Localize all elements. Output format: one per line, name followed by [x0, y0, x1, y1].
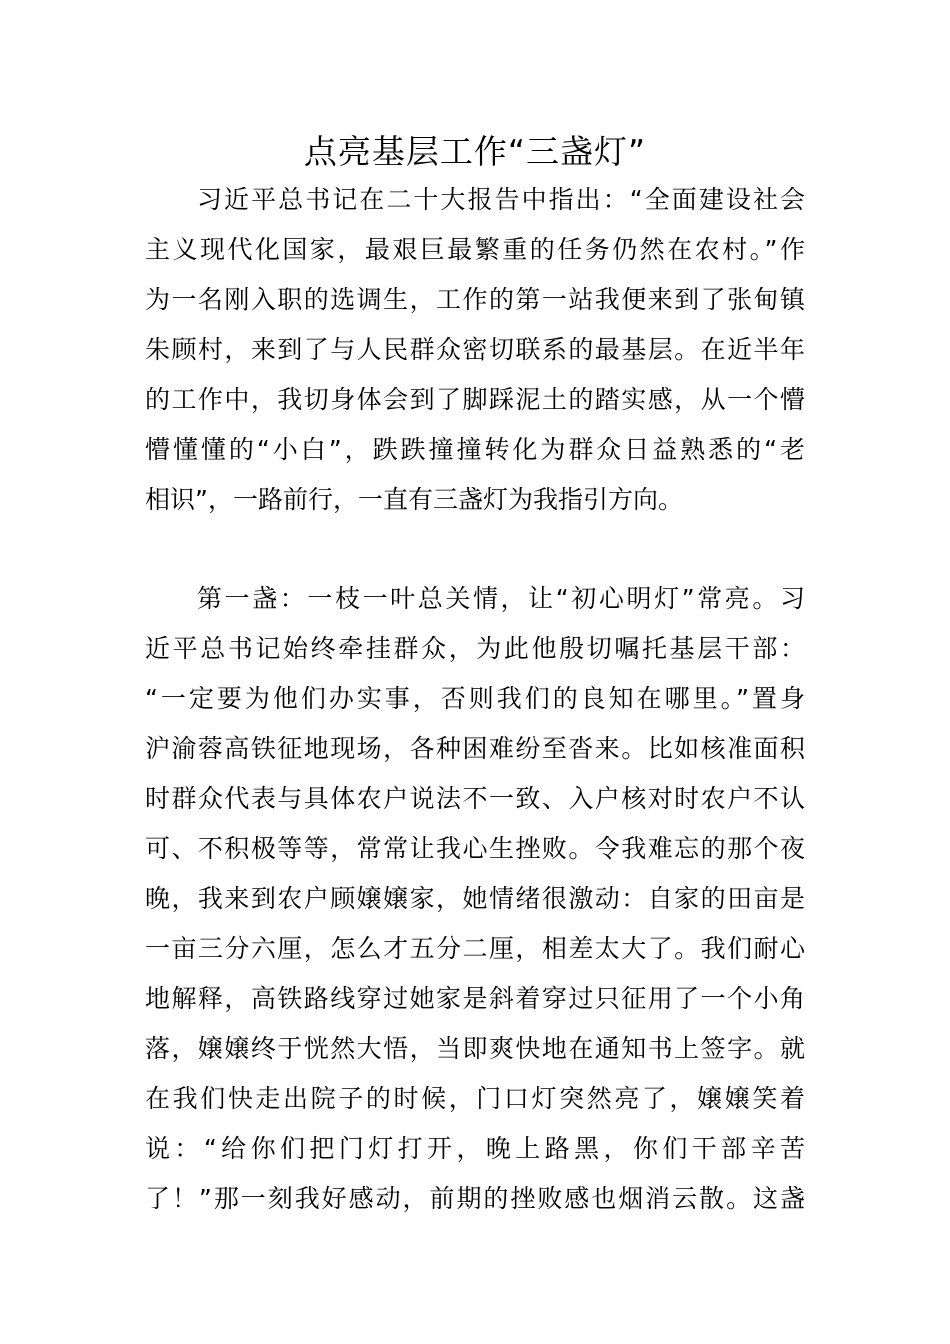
text-line: 近平总书记始终牵挂群众，为此他殷切嘱托基层干部：: [145, 634, 805, 663]
document-title: 点亮基层工作“三盏灯”: [303, 132, 647, 171]
text-line: 地解释，高铁路线穿过她家是斜着穿过只征用了一个小角: [145, 984, 805, 1013]
text-line: 可、不积极等等，常常让我心生挫败。令我难忘的那个夜: [145, 834, 805, 863]
text-line: 晚，我来到农户顾嬢嬢家，她情绪很激动：自家的田亩是: [145, 884, 805, 913]
text-line: 第一盏：一枝一叶总关情，让“初心明灯”常亮。习: [197, 584, 805, 613]
text-line: 相识”，一路前行，一直有三盏灯为我指引方向。: [145, 485, 683, 514]
text-line: 一亩三分六厘，怎么才五分二厘，相差太大了。我们耐心: [145, 934, 805, 963]
text-line: 在我们快走出院子的时候，门口灯突然亮了，嬢嬢笑着: [145, 1084, 805, 1113]
text-line: 懵懂懂的“小白”，跌跌撞撞转化为群众日益熟悉的“老: [145, 435, 805, 464]
text-line: 落，嬢嬢终于恍然大悟，当即爽快地在通知书上签字。就: [145, 1034, 805, 1063]
text-line: 时群众代表与具体农户说法不一致、入户核对时农户不认: [145, 784, 805, 813]
text-line: “一定要为他们办实事，否则我们的良知在哪里。”置身: [145, 684, 805, 713]
text-line: 沪渝蓉高铁征地现场，各种困难纷至沓来。比如核准面积: [145, 734, 805, 763]
text-line: 的工作中，我切身体会到了脚踩泥土的踏实感，从一个懵: [145, 385, 805, 414]
text-line: 朱顾村，来到了与人民群众密切联系的最基层。在近半年: [145, 335, 805, 364]
text-line: 习近平总书记在二十大报告中指出：“全面建设社会: [197, 185, 805, 214]
text-line: 了！”那一刻我好感动，前期的挫败感也烟消云散。这盏: [145, 1184, 805, 1213]
paragraph-first-lamp: [145, 574, 805, 1224]
text-line: 说：“给你们把门灯打开，晚上路黑，你们干部辛苦: [145, 1134, 805, 1163]
text-line: 为一名刚入职的选调生，工作的第一站我便来到了张甸镇: [145, 285, 805, 314]
paragraph-intro: [145, 175, 805, 525]
text-line: 主义现代化国家，最艰巨最繁重的任务仍然在农村。”作: [145, 235, 805, 264]
